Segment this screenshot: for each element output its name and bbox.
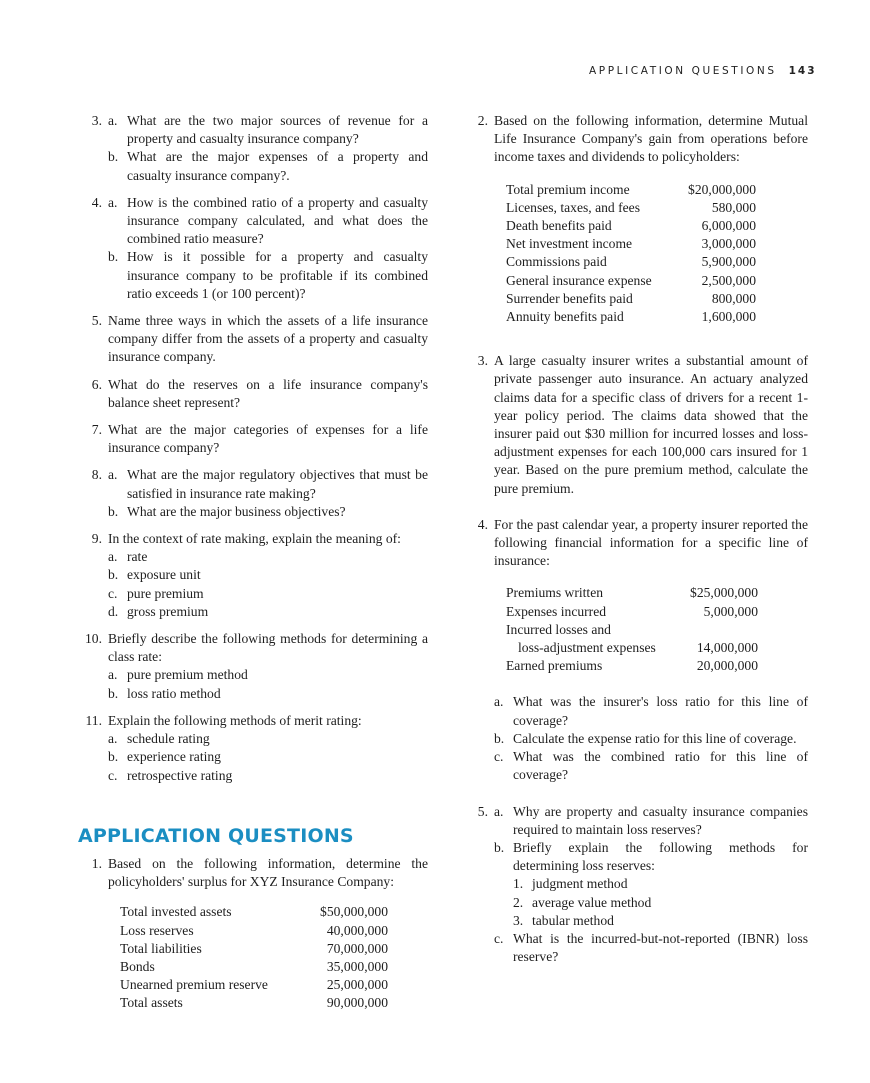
question-8 (82, 466, 428, 521)
question-number: 1. (91, 855, 102, 871)
table-row (506, 584, 758, 602)
application-question-4 (468, 516, 808, 785)
question-number: 3. (477, 353, 488, 369)
part-text: What are the major regulatory objectives that must be satisfied in insurance rate making? (127, 467, 428, 501)
row-label: Earned premiums (506, 658, 603, 674)
item-number: 1. (513, 876, 524, 892)
item-letter: b. (108, 685, 119, 701)
question-7 (82, 421, 428, 457)
question-number: 8. (91, 467, 102, 483)
question-number: 4. (477, 516, 488, 532)
item-number: 3. (513, 912, 524, 928)
list-item: tabular method (532, 912, 614, 928)
question-number: 2. (477, 113, 488, 128)
question-3 (82, 112, 428, 185)
table-row (120, 958, 388, 976)
question-text: Based on the following information, determine Mutual Life Insurance Company's gain from operations before income taxes and dividends to policyholders: (494, 113, 808, 165)
row-value: 70,000,000 (326, 940, 388, 956)
table-row (120, 940, 388, 958)
part-letter: c. (494, 930, 504, 946)
part-letter: b. (494, 839, 505, 855)
question-number: 3. (91, 113, 102, 128)
row-label: Expenses incurred (506, 603, 607, 619)
row-label: Total premium income (506, 181, 630, 197)
table-row (506, 235, 756, 253)
row-label: Bonds (120, 958, 155, 974)
row-label: Annuity benefits paid (506, 309, 624, 325)
item-letter: b. (108, 567, 119, 583)
row-label: Total liabilities (120, 940, 202, 956)
question-number: 5. (477, 803, 488, 819)
row-value: $25,000,000 (690, 585, 758, 601)
list-item: loss ratio method (127, 685, 221, 701)
page-number: 143 (788, 65, 817, 77)
row-label: Premiums written (506, 585, 604, 601)
question-text: A large casualty insurer writes a substantial amount of private passenger auto insurance. An actuary analyzed claims data for a specific class of drivers for a recent 1-year policy period. The claims data showed that the insurer paid out $30 million for incurred losses and loss-adjustment expenses for each 100,000 cars insured for 1 year. Based on the pure premium method, calculate the pure premium. (494, 353, 808, 496)
row-value: 6,000,000 (701, 218, 756, 234)
part-letter: b. (108, 503, 119, 519)
part-letter: a. (494, 803, 504, 819)
part-text: Why are property and casualty insurance companies required to maintain loss reserves? (513, 803, 808, 837)
header-title: APPLICATION QUESTIONS (589, 65, 777, 77)
table-row (506, 308, 756, 326)
part-text: What are the major expenses of a property and casualty insurance company?. (127, 149, 428, 183)
part-text: What was the insurer's loss ratio for this line of coverage? (513, 694, 808, 728)
row-label: Total assets (120, 995, 183, 1011)
question-text: What are the major categories of expenses for a life insurance company? (108, 422, 428, 456)
table-row (506, 181, 756, 199)
row-value: 40,000,000 (326, 922, 388, 938)
table-row (506, 603, 758, 621)
part-letter: a. (494, 694, 504, 710)
part-text: How is the combined ratio of a property and casualty insurance company calculated, and what does the combined ratio measure? (127, 194, 428, 247)
left-column (78, 112, 428, 1034)
question-text: In the context of rate making, explain the meaning of: (108, 531, 401, 547)
table-row (506, 657, 758, 675)
row-value: 3,000,000 (701, 236, 756, 252)
table-row (506, 290, 756, 308)
row-value (679, 621, 758, 639)
row-value: 580,000 (711, 199, 756, 215)
part-letter: a. (108, 467, 118, 483)
question-6 (82, 376, 428, 412)
row-label: Commissions paid (506, 254, 607, 270)
list-item: pure premium (127, 585, 204, 601)
list-item: judgment method (532, 876, 628, 892)
question-4 (82, 194, 428, 303)
part-text: What is the incurred-but-not-reported (IBNR) loss reserve? (513, 930, 808, 965)
row-value: 14,000,000 (696, 640, 758, 656)
part-text: How is it possible for a property and casualty insurance company to be profitable if its combined ratio exceeds 1 (or 100 percent)? (127, 249, 428, 301)
item-letter: a. (108, 667, 118, 683)
question-text: For the past calendar year, a property insurer reported the following financial information for a specific line of insurance: (494, 516, 808, 569)
row-value: 25,000,000 (326, 977, 388, 993)
table-row (506, 253, 756, 271)
item-number: 2. (513, 894, 524, 910)
table-row (506, 639, 758, 657)
part-letter: b. (108, 249, 119, 265)
row-value: 20,000,000 (696, 658, 758, 674)
question-11 (82, 712, 428, 785)
question-number: 7. (91, 422, 102, 438)
list-item: gross premium (127, 603, 209, 619)
question-number: 5. (91, 313, 102, 329)
question-5 (82, 312, 428, 367)
part-text: What was the combined ratio for this line of coverage? (513, 749, 808, 783)
row-label: loss-adjustment expenses (518, 640, 656, 656)
table-row (506, 217, 756, 235)
part-letter: c. (494, 749, 504, 765)
question-10 (82, 630, 428, 703)
table-row (506, 621, 758, 639)
item-letter: a. (108, 549, 118, 565)
row-value: 90,000,000 (326, 995, 388, 1011)
row-value: 2,500,000 (701, 272, 756, 288)
table-row (506, 199, 756, 217)
question-number: 9. (91, 531, 102, 547)
part-letter: b. (494, 730, 505, 746)
question-number: 11. (85, 712, 102, 728)
row-value: 800,000 (711, 290, 756, 306)
item-letter: d. (108, 603, 119, 619)
row-label: General insurance expense (506, 272, 652, 288)
list-item: exposure unit (127, 567, 201, 583)
item-letter: a. (108, 731, 118, 747)
application-question-5 (468, 803, 808, 967)
row-value: 5,900,000 (701, 254, 756, 270)
row-value: $50,000,000 (320, 904, 388, 920)
row-label: Loss reserves (120, 922, 194, 938)
part-text: Briefly explain the following methods for determining loss reserves: (513, 839, 808, 874)
part-text: What are the two major sources of revenue for a property and casualty insurance company? (127, 113, 428, 147)
part-letter: b. (108, 149, 119, 165)
list-item: schedule rating (127, 731, 210, 747)
application-question-2 (468, 112, 808, 338)
table-row (120, 903, 388, 921)
part-text: What are the major business objectives? (127, 503, 346, 519)
question-text: Based on the following information, determine the policyholders' surplus for XYZ Insurance Company: (108, 855, 428, 890)
row-label: Licenses, taxes, and fees (506, 199, 640, 215)
item-letter: c. (108, 585, 118, 601)
question-text: What do the reserves on a life insurance company's balance sheet represent? (108, 376, 428, 410)
part-text: Calculate the expense ratio for this line of coverage. (513, 730, 797, 746)
row-label: Surrender benefits paid (506, 290, 633, 306)
right-column (468, 112, 808, 975)
item-letter: b. (108, 749, 119, 765)
question-number: 10. (85, 631, 102, 647)
question-text: Name three ways in which the assets of a life insurance company differ from the assets of a property and casualty insurance company. (108, 313, 428, 365)
item-letter: c. (108, 767, 118, 783)
table-row (120, 922, 388, 940)
list-item: average value method (532, 894, 652, 910)
row-value: 35,000,000 (326, 958, 388, 974)
table-row (506, 272, 756, 290)
surplus-table (120, 903, 388, 1012)
row-label: Unearned premium reserve (120, 977, 268, 993)
question-number: 4. (91, 194, 102, 210)
list-item: rate (127, 549, 148, 565)
question-text: Briefly describe the following methods for determining a class rate: (108, 631, 428, 665)
application-question-1 (82, 855, 428, 1025)
running-header (589, 62, 817, 80)
row-label: Net investment income (506, 236, 633, 252)
list-item: retrospective rating (127, 767, 233, 783)
row-value: $20,000,000 (688, 181, 756, 197)
row-label: Incurred losses and (506, 621, 611, 637)
row-value: 1,600,000 (701, 309, 756, 325)
income-table (506, 181, 756, 327)
table-row (120, 994, 388, 1012)
row-value: 5,000,000 (703, 603, 758, 619)
list-item: pure premium method (127, 667, 248, 683)
part-letter: a. (108, 113, 118, 128)
application-question-3 (468, 352, 808, 498)
list-item: experience rating (127, 749, 221, 765)
financial-table (506, 584, 758, 675)
question-number: 6. (91, 376, 102, 392)
question-9 (82, 530, 428, 621)
table-row (120, 976, 388, 994)
row-label: Total invested assets (120, 904, 232, 920)
part-letter: a. (108, 194, 118, 210)
section-heading: APPLICATION QUESTIONS (78, 824, 354, 847)
row-label: Death benefits paid (506, 218, 612, 234)
question-text: Explain the following methods of merit rating: (108, 712, 362, 728)
